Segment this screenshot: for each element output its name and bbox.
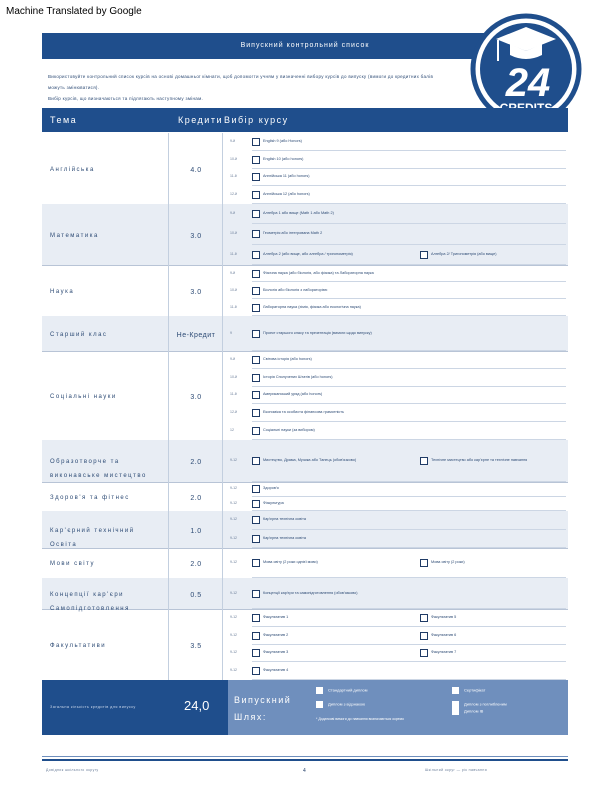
course-option-label: Соціальні науки (за вибором) xyxy=(263,428,315,433)
course-checkbox[interactable] xyxy=(252,457,260,465)
section-topic: Здоров'я та фітнес xyxy=(50,494,130,501)
grade-level: 9-12 xyxy=(230,560,238,564)
course-option-label: Англійська 11 (або honors) xyxy=(263,174,310,179)
column-divider xyxy=(168,578,169,609)
footer-divider xyxy=(42,756,568,757)
course-option-label: Факультатив 4 xyxy=(263,668,289,673)
column-divider xyxy=(222,511,223,548)
course-checkbox[interactable] xyxy=(252,374,260,382)
intro-line: Використовуйте контрольний список курсів на основі домашньої кімнати, щоб допомогти учням у визначенні вибору курсів до випуску (вимоги до кредитних балів можуть змінюватися). xyxy=(48,74,434,90)
column-divider xyxy=(222,133,223,204)
course-option-row xyxy=(230,530,566,549)
course-checkbox[interactable] xyxy=(252,409,260,417)
table-header xyxy=(42,108,568,132)
course-checkbox[interactable] xyxy=(252,485,260,493)
course-option-label: Кар'єрна технічна освіта xyxy=(263,517,306,522)
course-option-row xyxy=(230,662,566,680)
grade-level: 9-й xyxy=(230,138,236,143)
course-section xyxy=(42,133,568,205)
badge-number: 24 xyxy=(505,61,551,105)
section-credits: 1.0 xyxy=(190,527,202,535)
grade-level: 11-й xyxy=(230,174,237,179)
column-divider xyxy=(222,482,223,511)
column-divider xyxy=(168,316,169,351)
footer-right-text: Шкільний округ — рік навчання xyxy=(425,768,487,772)
course-option-row xyxy=(230,351,566,369)
grade-level: 12-й xyxy=(230,192,238,197)
course-checkbox[interactable] xyxy=(252,632,260,640)
course-section xyxy=(42,440,568,483)
course-option-label: Факультатив 3 xyxy=(263,650,289,655)
course-checkbox[interactable] xyxy=(252,138,260,146)
course-checkbox[interactable] xyxy=(252,559,260,567)
section-topic: Наука xyxy=(50,288,75,295)
course-option-row xyxy=(230,645,566,663)
course-checkbox[interactable] xyxy=(252,173,260,181)
course-option-row xyxy=(230,224,566,244)
course-section xyxy=(42,511,568,549)
course-option-label: Англійська 12 (або honors) xyxy=(263,192,310,197)
course-checkbox-alt[interactable] xyxy=(420,559,428,567)
course-option-row xyxy=(230,387,566,405)
course-option-row xyxy=(230,151,566,169)
course-option-row xyxy=(230,482,566,497)
course-checkbox[interactable] xyxy=(252,270,260,278)
grade-level: 10-й xyxy=(230,287,238,292)
grade-level: 9-12 xyxy=(230,486,238,491)
course-checkbox[interactable] xyxy=(252,356,260,364)
column-divider xyxy=(222,440,223,482)
course-section xyxy=(42,204,568,266)
course-checkbox[interactable] xyxy=(252,210,260,218)
course-option-row xyxy=(230,609,566,627)
course-option-label: Лабораторна наука (хімія, фізика або екологічна наука) xyxy=(263,304,361,309)
course-checkbox[interactable] xyxy=(252,251,260,259)
course-checkbox[interactable] xyxy=(252,649,260,657)
header-credits: Кредити xyxy=(178,115,223,125)
section-credits: 0.5 xyxy=(190,591,202,599)
column-divider xyxy=(168,204,169,265)
course-option-label: Мистецтво, Драма, Музика або Танець (обов'язково) xyxy=(263,458,357,462)
course-option-row xyxy=(230,245,566,265)
course-checkbox[interactable] xyxy=(252,330,260,338)
course-option-label: Фізична наука (або біологія, або фізика) та Лабораторна наука xyxy=(263,270,374,275)
course-checkbox[interactable] xyxy=(252,191,260,199)
course-checkbox[interactable] xyxy=(252,590,260,598)
course-option-row xyxy=(230,440,566,482)
section-credits: 2.0 xyxy=(190,494,202,502)
course-checkbox[interactable] xyxy=(252,391,260,399)
course-option-row xyxy=(230,265,566,282)
course-checkbox[interactable] xyxy=(252,287,260,295)
column-divider xyxy=(168,133,169,204)
grade-level: 12-й xyxy=(230,410,238,415)
column-divider xyxy=(168,440,169,482)
course-option-label-alt: Технічне мистецтво або кар'єрне та технічне навчання xyxy=(431,458,528,462)
course-option-label: Економіка та особиста фінансова грамотність xyxy=(263,410,345,415)
section-credits: 2.0 xyxy=(190,561,202,568)
graduation-path-checkbox[interactable] xyxy=(452,687,459,694)
course-section xyxy=(42,609,568,681)
section-topic: Старший клас xyxy=(50,331,108,338)
section-topic: Факультативи xyxy=(50,642,107,649)
course-checkbox[interactable] xyxy=(252,667,260,675)
section-credits: 3.0 xyxy=(190,393,202,401)
column-divider xyxy=(222,204,223,265)
graduation-path-option xyxy=(452,701,507,708)
course-option-label-alt: Факультатив 5 xyxy=(431,614,457,619)
course-option-label-alt: Алгебра 2/ Тригонометрія (або вище) xyxy=(431,251,497,256)
page-title: Випускний контрольний список xyxy=(42,33,568,59)
column-divider xyxy=(222,578,223,609)
course-option-label-alt: Мова світу (2 роки) xyxy=(431,560,465,564)
course-option-label: English 9 (або Honors) xyxy=(263,138,302,143)
grade-level: 9-12 xyxy=(230,614,238,619)
course-option-label: English 10 (або honors) xyxy=(263,156,304,161)
grade-level: 11-й xyxy=(230,251,237,256)
course-option-label: Історія Сполучених Штатів (або honors) xyxy=(263,374,333,379)
course-option-row xyxy=(230,299,566,316)
section-topic: Кар'єрний технічний Освіта xyxy=(50,527,135,548)
grade-level: 11-й xyxy=(230,304,237,309)
grade-level: 9-й xyxy=(230,270,236,275)
course-option-label: Алгебра 1 або вище (Math 1 або Math 2) xyxy=(263,211,334,216)
course-option-label: Факультатив 2 xyxy=(263,632,289,637)
graduation-path-option xyxy=(316,687,368,694)
course-checkbox[interactable] xyxy=(252,304,260,312)
section-topic: Образотворче та виконавське мистецтво xyxy=(50,459,147,479)
course-option-label: Алгебра 2 (або вище, або алгебра / тригонометрія) xyxy=(263,251,353,256)
grade-level: 12 xyxy=(230,428,234,433)
grade-level: 9-й xyxy=(230,211,236,216)
course-section xyxy=(42,351,568,441)
section-topic: Соціальні науки xyxy=(50,393,117,400)
course-section xyxy=(42,578,568,610)
course-option-label: Концепції кар'єри та самопідготовлення (обов'язково) xyxy=(263,590,358,595)
translation-banner: Machine Translated by Google xyxy=(6,6,142,17)
course-option-row xyxy=(230,404,566,422)
course-checkbox-alt[interactable] xyxy=(420,457,428,465)
section-credits: 4.0 xyxy=(190,166,202,174)
course-option-label: Здоров'я xyxy=(263,486,279,491)
column-divider xyxy=(222,548,223,578)
graduation-path-option xyxy=(316,701,365,708)
course-option-label-alt: Факультатив 7 xyxy=(431,650,457,655)
header-topic: Тема xyxy=(50,115,78,125)
column-divider xyxy=(222,609,223,680)
course-option-label: Фізкультура xyxy=(263,500,284,505)
graduation-path-checkbox[interactable] xyxy=(316,687,323,694)
course-option-row xyxy=(230,133,566,151)
graduation-footer xyxy=(42,680,568,735)
course-option-row xyxy=(230,548,566,578)
grade-level: 9-12 xyxy=(230,500,238,505)
total-label: Загальна кількість кредитів для випуску xyxy=(50,705,136,709)
course-checkbox[interactable] xyxy=(252,230,260,238)
graduation-path-checkbox[interactable] xyxy=(316,701,323,708)
graduation-path-checkbox[interactable] xyxy=(452,701,459,708)
grade-level: 9-12 xyxy=(230,668,238,673)
column-divider xyxy=(222,265,223,316)
grade-level: 10-й xyxy=(230,231,238,236)
section-topic: Концепції кар'єри Самопідготовлення xyxy=(50,591,130,612)
graduation-path-label: Диплом з відзнакою xyxy=(328,701,366,707)
section-topic: Мови світу xyxy=(50,561,95,567)
grade-level: 9 xyxy=(230,330,232,335)
section-credits: 3.0 xyxy=(190,288,202,296)
graduation-path-label: Сертифікат xyxy=(464,687,486,693)
footer-divider-thick xyxy=(42,759,568,761)
course-option-row xyxy=(230,497,566,512)
section-credits: 3.0 xyxy=(190,232,202,240)
course-option-row xyxy=(230,369,566,387)
grade-level: 9-12 xyxy=(230,650,238,655)
course-option-row xyxy=(230,578,566,609)
course-checkbox-alt[interactable] xyxy=(420,614,428,622)
course-option-row xyxy=(230,282,566,299)
course-option-label: Біологія або біологія з лабораторією xyxy=(263,287,328,292)
column-divider xyxy=(168,482,169,511)
course-option-label: Факультатив 1 xyxy=(263,614,289,619)
header-choice: Вибір курсу xyxy=(224,115,289,125)
grade-level: 10-й xyxy=(230,374,238,379)
graduation-path-checkbox[interactable] xyxy=(452,708,459,715)
course-option-row xyxy=(230,422,566,440)
course-option-label: Мова світу (2 роки однієї мови) xyxy=(263,560,318,564)
intro-line: Вибір курсів, що визначаються та підлягають наступному змінам. xyxy=(48,96,204,101)
column-divider xyxy=(222,316,223,351)
section-topic: Математика xyxy=(50,232,99,239)
course-option-row xyxy=(230,627,566,645)
course-checkbox-alt[interactable] xyxy=(420,632,428,640)
course-checkbox[interactable] xyxy=(252,156,260,164)
course-checkbox[interactable] xyxy=(252,427,260,435)
column-divider xyxy=(168,548,169,578)
course-option-label: Проект старшого класу та презентація (вимоги щодо випуску) xyxy=(263,330,372,335)
graduation-path-label: Стандартний диплом xyxy=(328,687,368,693)
total-panel xyxy=(42,680,228,735)
course-checkbox[interactable] xyxy=(252,614,260,622)
section-credits: 3.5 xyxy=(190,642,202,650)
graduation-path-label: Диплом з поглибленим xyxy=(464,701,507,707)
page-number: 4 xyxy=(303,768,307,774)
course-section xyxy=(42,482,568,512)
grade-level: 9-12 xyxy=(230,458,238,462)
course-checkbox-alt[interactable] xyxy=(420,251,428,259)
course-option-label: Світова історія (або honors) xyxy=(263,356,312,361)
path-label: Випускний Шлях: xyxy=(234,695,292,722)
course-option-row xyxy=(230,511,566,530)
course-option-row xyxy=(230,204,566,224)
course-option-row xyxy=(230,169,566,187)
graduation-path-option xyxy=(452,708,483,715)
course-section xyxy=(42,316,568,352)
footer-left-text: Довідник шкільного округу xyxy=(46,768,99,772)
course-checkbox-alt[interactable] xyxy=(420,649,428,657)
section-topic: Англійська xyxy=(50,166,95,173)
graduation-path-label: Диплом IB xyxy=(464,708,484,714)
course-option-row xyxy=(230,186,566,204)
section-credits: Не-Кредит xyxy=(176,331,216,339)
column-divider xyxy=(168,609,169,680)
column-divider xyxy=(222,351,223,440)
total-credits: 24,0 xyxy=(184,698,210,713)
course-option-label: Геометрія або інтегрована Math 2 xyxy=(263,231,323,236)
grade-level: 9-12 xyxy=(230,517,238,522)
grade-level: 10-й xyxy=(230,156,238,161)
grade-level: 9-й xyxy=(230,356,236,361)
section-credits: 2.0 xyxy=(190,459,202,466)
course-checkbox[interactable] xyxy=(252,500,260,508)
course-checkbox[interactable] xyxy=(252,535,260,543)
column-divider xyxy=(168,265,169,316)
column-divider xyxy=(168,511,169,548)
course-option-label: Американський уряд (або honors) xyxy=(263,392,323,397)
course-section xyxy=(42,265,568,317)
grade-level: 9-12 xyxy=(230,535,238,540)
course-option-label-alt: Факультатив 6 xyxy=(431,632,457,637)
column-divider xyxy=(168,351,169,440)
intro-text xyxy=(48,71,448,104)
graduation-path-option xyxy=(452,687,485,694)
course-section xyxy=(42,548,568,579)
grade-level: 11-й xyxy=(230,392,237,397)
grade-level: 9-12 xyxy=(230,590,238,595)
course-checkbox[interactable] xyxy=(252,516,260,524)
course-option-label: Кар'єрна технічна освіта xyxy=(263,535,306,540)
course-option-row xyxy=(230,316,566,351)
grade-level: 9-12 xyxy=(230,632,238,637)
path-note: * Додаткові вимоги до навчання визначаються окремо xyxy=(316,717,404,721)
